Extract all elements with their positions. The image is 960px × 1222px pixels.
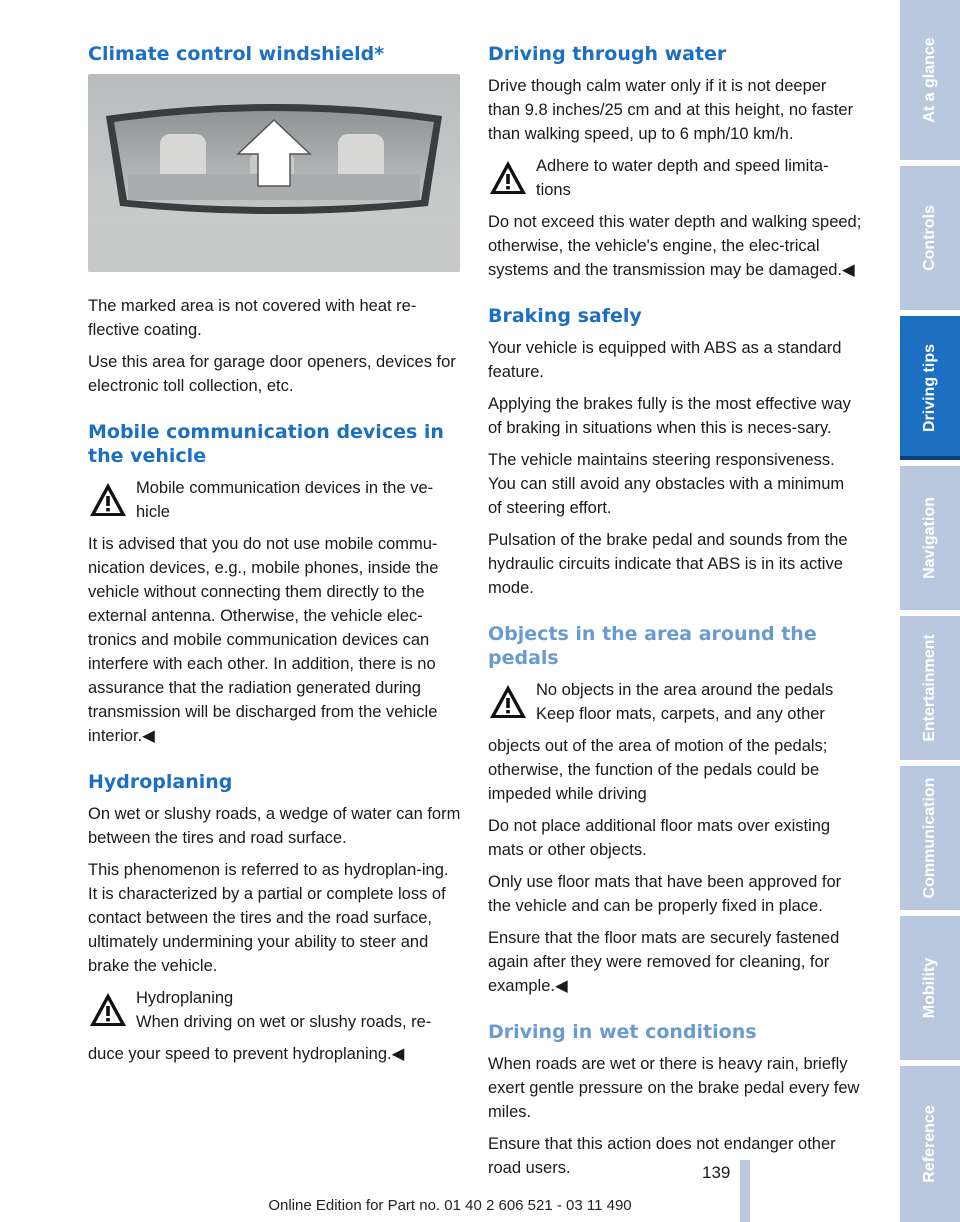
- tab-label: Navigation: [921, 497, 938, 579]
- paragraph: Only use floor mats that have been approved for the vehicle and can be properly fixed in place.: [488, 873, 842, 915]
- tab-driving-tips[interactable]: [900, 316, 960, 460]
- section-wet-conditions: [488, 1020, 862, 1180]
- heading-hydroplaning: Hydroplaning: [88, 771, 233, 793]
- heading-mobile-devices: Mobile communication devices in the vehicle: [88, 421, 444, 467]
- heading-wet-conditions: Driving in wet conditions: [488, 1021, 757, 1043]
- tab-navigation[interactable]: [900, 466, 960, 610]
- paragraph: Your vehicle is equipped with ABS as a standard feature.: [488, 339, 842, 381]
- warning-note: [488, 154, 862, 202]
- paragraph: Do not place additional floor mats over existing mats or other objects.: [488, 817, 831, 859]
- tab-reference[interactable]: [900, 1066, 960, 1222]
- warning-title: Adhere to water depth and speed limita-tions: [536, 157, 829, 199]
- section-mobile-devices: [88, 420, 462, 748]
- warning-triangle-icon: [488, 682, 528, 722]
- paragraph: Pulsation of the brake pedal and sounds from the hydraulic circuits indicate that ABS is in its active mode.: [488, 531, 848, 597]
- heading-climate-windshield: Climate control windshield*: [88, 43, 385, 65]
- heading-objects-pedals: Objects in the area around the pedals: [488, 623, 817, 669]
- paragraph: Applying the brakes fully is the most effective way of braking in situations when this is neces-sary.: [488, 395, 851, 437]
- tab-mobility[interactable]: [900, 916, 960, 1060]
- warning-note: [88, 476, 462, 524]
- paragraph: Do not exceed this water depth and walking speed; otherwise, the vehicle's engine, the elec-trical systems and the transmission may be damaged.◀: [488, 213, 862, 279]
- warning-text: Keep floor mats, carpets, and any other: [536, 705, 825, 723]
- warning-note: [488, 678, 862, 726]
- warning-triangle-icon: [88, 480, 128, 520]
- paragraph: This phenomenon is referred to as hydroplan-ing. It is characterized by a partial or complete loss of contact between the tires and the road surface, ultimately undermining your ability to steer and brake the vehicle.: [88, 861, 449, 975]
- heading-braking-safely: Braking safely: [488, 305, 642, 327]
- footer-edition: Online Edition for Part no. 01 40 2 606 521 - 03 11 490: [268, 1197, 632, 1214]
- paragraph: The vehicle maintains steering responsiveness. You can still avoid any obstacles with a minimum of steering effort.: [488, 451, 845, 517]
- warning-title: No objects in the area around the pedals: [536, 681, 834, 699]
- paragraph: The marked area is not covered with heat re-flective coating.: [88, 297, 417, 339]
- warning-title: Mobile communication devices in the ve-hicle: [136, 479, 434, 521]
- tab-label: At a glance: [921, 37, 938, 123]
- tab-label: Reference: [921, 1105, 938, 1183]
- right-column: [488, 42, 862, 1188]
- paragraph: On wet or slushy roads, a wedge of water can form between the tires and road surface.: [88, 805, 461, 847]
- paragraph: Drive though calm water only if it is not deeper than 9.8 inches/25 cm and at this height, no faster than walking speed, up to 6 mph/10 km/h.: [488, 77, 854, 143]
- tab-label: Mobility: [921, 957, 938, 1019]
- warning-triangle-icon: [488, 158, 528, 198]
- tab-label: Entertainment: [921, 634, 938, 742]
- section-braking-safely: [488, 304, 862, 600]
- heading-driving-through-water: Driving through water: [488, 43, 727, 65]
- windshield-photo: [88, 74, 460, 272]
- tab-label: Controls: [921, 205, 938, 271]
- warning-title: Hydroplaning: [136, 989, 234, 1007]
- warning-text-continued: duce your speed to prevent hydroplaning.◀: [88, 1045, 405, 1063]
- warning-note: [88, 986, 462, 1034]
- tab-at-a-glance[interactable]: [900, 0, 960, 160]
- warning-text: When driving on wet or slushy roads, re-: [136, 1013, 432, 1031]
- paragraph: Use this area for garage door openers, devices for electronic toll collection, etc.: [88, 353, 456, 395]
- tab-entertainment[interactable]: [900, 616, 960, 760]
- paragraph: It is advised that you do not use mobile commu-nication devices, e.g., mobile phones, inside the vehicle without connecting them directly to the external antenna. Otherwise, the vehicle elec-tronics and mobile communication devices can interfere with each other. In addition, there is no assurance that the radiation generated during transmission will be discharged from the vehicle interior.◀: [88, 535, 439, 745]
- warning-triangle-icon: [88, 990, 128, 1030]
- tab-label: Driving tips: [921, 343, 938, 433]
- section-climate-windshield: [88, 42, 462, 398]
- chapter-sidebar: [900, 0, 960, 1222]
- paragraph: When roads are wet or there is heavy rain, briefly exert gentle pressure on the brake pedal every few miles.: [488, 1055, 860, 1121]
- section-hydroplaning: [88, 770, 462, 1066]
- page-number: 139: [702, 1163, 731, 1182]
- paragraph: Ensure that this action does not endanger other road users.: [488, 1135, 836, 1177]
- tab-communication[interactable]: [900, 766, 960, 910]
- tab-controls[interactable]: [900, 166, 960, 310]
- section-driving-through-water: [488, 42, 862, 282]
- tab-label: Communication: [921, 777, 938, 899]
- section-objects-pedals: [488, 622, 862, 998]
- paragraph: Ensure that the floor mats are securely fastened again after they were removed for cleaning, for example.◀: [488, 929, 840, 995]
- warning-text-continued: objects out of the area of motion of the pedals; otherwise, the function of the pedals could be impeded while driving: [488, 737, 828, 803]
- left-column: [88, 42, 462, 1074]
